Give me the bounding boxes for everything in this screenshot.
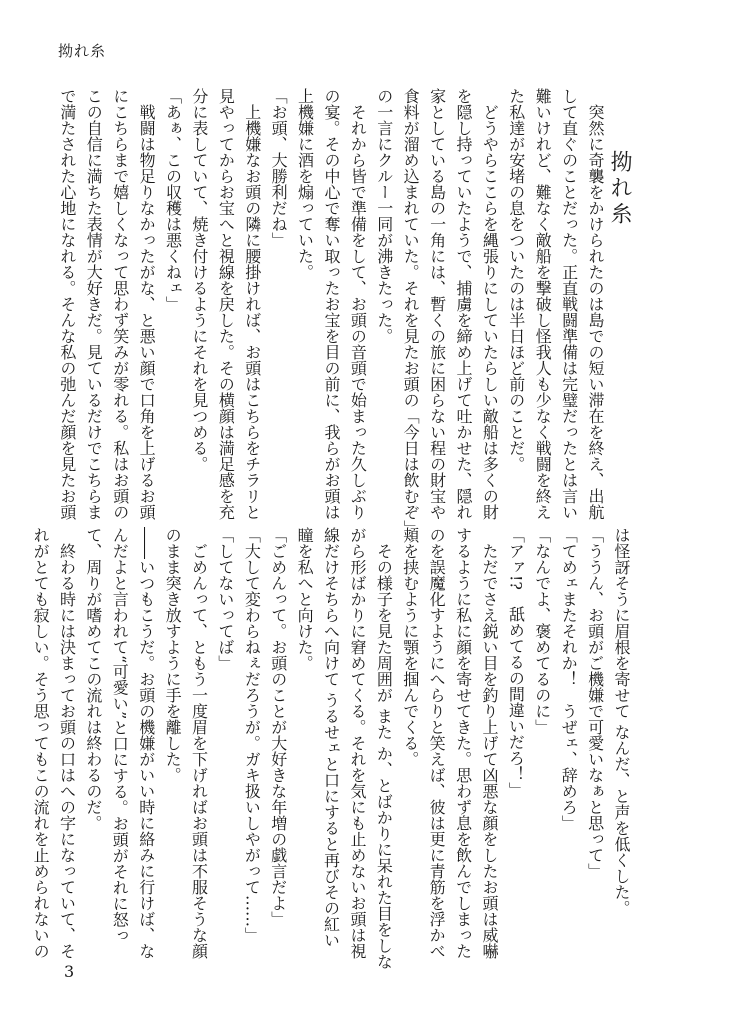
text-line: で満たされた心地になれる。そんな私の弛んだ顔を見たお頭: [57, 88, 77, 520]
text-line: 「大して変わらねぇだろうが。ガキ扱いしやがって……」: [242, 527, 262, 943]
text-line: 「してないってば」: [215, 527, 235, 671]
text-line: ――いつもこうだ。お頭の機嫌がいい時に絡みに行けば、な: [136, 527, 156, 959]
chapter-title: 拗れ糸: [607, 150, 632, 228]
page-number: 3: [64, 962, 75, 981]
text-line: 頬を挟むように顎を掴んでくる。: [400, 527, 420, 767]
text-line: た私達が安堵の息をついたのは半日ほど前のことだ。: [506, 88, 526, 472]
text-line: 「お頭、大勝利だね」: [269, 88, 289, 248]
text-line: 上機嫌なお頭の隣に腰掛ければ、お頭はこちらをチラリと: [242, 88, 262, 520]
text-line: て、周りが嗜めてこの流れは終わるのだ。: [83, 527, 103, 831]
text-line: 見やってからお宝へと視線を戻した。その横顔は満足感を充: [216, 88, 236, 520]
text-line: 難いけれど、難なく敵船を撃破し怪我人も少なく戦闘を終え: [533, 88, 553, 520]
text-line: 「てめェまたそれか！ うぜェ、辞めろ」: [559, 527, 579, 831]
text-line: どうやらここらを縄張りにしていたらしい敵船は多くの財: [480, 88, 500, 520]
text-line: 「アァ!? 舐めてるの間違いだろ！」: [506, 527, 526, 799]
text-line: 「ううん、お頭がご機嫌で可愛いなぁと思って」: [585, 527, 605, 879]
text-line: ただでさえ鋭い目を釣り上げて凶悪な顔をしたお頭は威嚇: [479, 527, 499, 959]
upper-text-block: [57, 88, 608, 536]
text-line: 食料が溜め込まれていた。それを見たお頭の「今日は飲むぞ」: [401, 88, 421, 536]
text-line: は怪訝そうに眉根を寄せて なんだ、と声を低くした。: [612, 527, 631, 917]
text-line: それから皆で準備をして、お頭の音頭で始まった久しぶり: [348, 88, 368, 520]
text-line: 戦闘は物足りなかったがな、と悪い顔で口角を上げるお頭: [137, 88, 157, 520]
text-line: 突然に奇襲をかけられたのは島での短い滞在を終え、出航: [586, 88, 605, 520]
text-line: して直ぐのことだった。正直戦闘準備は完璧だったとは言い: [559, 88, 579, 520]
text-line: 「ごめんって。お頭のことが大好きな年増の戯言だよ」: [268, 527, 288, 927]
text-line: の一言にクルー一同が沸きたった。: [374, 88, 394, 344]
text-line: を隠し持っていたようで、捕虜を締め上げて吐かせた、隠れ: [453, 88, 473, 520]
text-line: 「なんでよ、褒めてるのに」: [532, 527, 552, 735]
text-line: の宴。その中心で奪い取ったお宝を目の前に、我らがお頭は: [321, 88, 341, 520]
text-line: れがとても寂しい。そう思ってもこの流れを止められないの: [31, 527, 51, 959]
text-line: にこちらまで嬉しくなって思わず笑みが零れる。私はお頭の: [110, 88, 130, 520]
text-line: のまま突き放すように手を離した。: [163, 527, 183, 783]
text-line: 分に表していて、焼き付けるようにそれを見つめる。: [189, 88, 209, 472]
text-line: 家としている島の一角には、暫くの旅に困らない程の財宝や: [427, 88, 447, 520]
text-line: 線だけそちらへ向けて うるせェと口にすると再びその紅い: [321, 527, 341, 949]
lower-text-block: [31, 527, 634, 970]
text-line: のを誤魔化すようにへらりと笑えば、彼は更に青筋を浮かべ: [427, 527, 447, 959]
text-line: 「あぁ、この収穫は悪くねェ」: [163, 88, 183, 312]
text-line: その様子を見た周囲が また か、とばかりに呆れた目をしな: [374, 527, 394, 970]
text-line: 上機嫌に酒を煽っていた。: [295, 88, 315, 280]
text-line: 終わる時には決まってお頭の口はへの字になっていて、そ: [57, 527, 77, 959]
text-line: がら形ばかりに窘めてくる。それを気にも止めないお頭は視: [347, 527, 367, 959]
text-line: 瞳を私へと向けた。: [295, 527, 315, 671]
running-header: 拗れ糸: [58, 42, 107, 60]
text-line: ごめんって、ともう一度眉を下げればお頭は不服そうな顔: [189, 527, 209, 959]
text-line: この自信に満ちた表情が大好きだ。見ているだけでこちらま: [84, 88, 104, 520]
text-line: するように私に顔を寄せてきた。思わず息を飲んでしまった: [453, 527, 473, 959]
text-line: んだよと言われて“可愛い”と口にする。お頭がそれに怒っ: [110, 527, 130, 944]
